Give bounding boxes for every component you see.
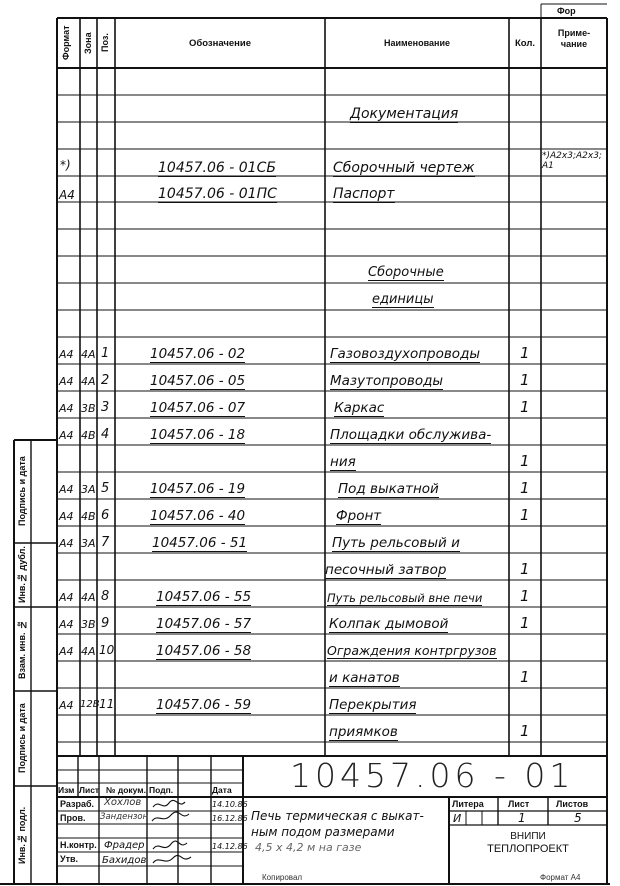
- format-corner-label: Фор: [557, 6, 576, 16]
- tb-checked-date: 16.12.86: [212, 814, 248, 823]
- section-documentation: Документация: [350, 106, 459, 122]
- row-designation: 10457.06 - 55: [156, 589, 252, 605]
- header-name: Наименование: [383, 38, 451, 48]
- row-qty: 1: [520, 614, 530, 632]
- row-name: Газовоздухопроводы: [330, 346, 481, 362]
- tb-signatures: [149, 797, 209, 869]
- tb-hdr-list: Лист: [79, 785, 100, 795]
- tb-approver-name: Бахидов: [102, 855, 147, 866]
- row-format: А4: [59, 699, 74, 712]
- row-designation: 10457.06 - 02: [150, 346, 246, 362]
- stamp-sign-date-2: Подпись и дата: [17, 703, 27, 774]
- tb-approved-label: Утв.: [60, 854, 79, 864]
- tb-litera-value: И: [453, 812, 462, 825]
- row-name: Колпак дымовой: [329, 616, 449, 632]
- doc-row-designation: 10457.06 - 01ПС: [158, 186, 277, 202]
- tb-sheets-label: Листов: [556, 799, 589, 809]
- row-qty: 1: [520, 506, 530, 524]
- tb-norm-control-date: 14.12.86: [212, 842, 248, 851]
- row-zone: 4А: [81, 645, 96, 658]
- header-format: Формат: [61, 25, 71, 61]
- row-format: А4: [59, 510, 74, 523]
- row-name: Площадки обслужива-: [330, 427, 492, 443]
- row-qty: 1: [520, 452, 530, 470]
- row-pos: 6: [101, 508, 110, 523]
- doc-row-format: А4: [59, 188, 75, 202]
- tb-sheets-value: 5: [574, 811, 582, 825]
- row-designation: 10457.06 - 18: [150, 427, 246, 443]
- row-format: А4: [59, 483, 74, 496]
- row-zone: 4В: [81, 429, 96, 442]
- row-pos: 10: [99, 643, 115, 657]
- stamp-inv-duplicate: Инв.№ дубл.: [17, 546, 27, 604]
- row-qty: 1: [520, 587, 530, 605]
- header-note: Приме- чание: [557, 28, 591, 49]
- tb-title-line-1: Печь термическая с выкат-: [251, 809, 424, 823]
- row-format: А4: [59, 618, 74, 631]
- stamp-replacement-inv: Взам. инв. №: [17, 619, 27, 679]
- header-zone: Зона: [83, 32, 93, 54]
- row-zone: 4А: [81, 591, 96, 604]
- stamp-sign-date: Подпись и дата: [17, 456, 27, 527]
- tb-sheet-value: 1: [518, 811, 526, 825]
- row-zone: 3В: [81, 402, 96, 415]
- tb-hdr-signature: Подп.: [149, 785, 174, 795]
- row-name: Путь рельсовый вне печи: [327, 591, 483, 605]
- row-designation: 10457.06 - 07: [150, 400, 246, 416]
- row-zone: 3В: [81, 618, 96, 631]
- row-name: Каркас: [334, 400, 385, 416]
- row-format: А4: [59, 591, 74, 604]
- stamp-inv-original: Инв.№ подл.: [17, 806, 27, 864]
- row-qty: 1: [520, 344, 530, 362]
- row-name: Путь рельсовый и: [332, 535, 460, 551]
- row-designation: 10457.06 - 59: [156, 697, 252, 713]
- tb-title-line-3: 4,5 х 4,2 м на газе: [255, 841, 362, 854]
- section-assembly-title: Сборочные: [368, 265, 444, 280]
- row-name: Перекрытия: [329, 697, 417, 713]
- tb-norm-control-label: Н.контр.: [60, 840, 97, 850]
- row-zone: 3А: [81, 483, 96, 496]
- row-qty: 1: [520, 722, 530, 740]
- row-name-continued: приямков: [329, 724, 398, 740]
- section-assembly-subtitle: единицы: [372, 292, 434, 307]
- tb-developed-label: Разраб.: [60, 799, 95, 809]
- row-qty: 1: [520, 398, 530, 416]
- row-designation: 10457.06 - 57: [156, 616, 252, 632]
- row-designation: 10457.06 - 19: [150, 481, 246, 497]
- row-pos: 4: [101, 427, 110, 442]
- doc-row-name: Сборочный чертеж: [333, 160, 475, 176]
- footer-copied: Копировал: [262, 873, 303, 882]
- doc-row-format: *): [60, 158, 71, 172]
- row-name: Фронт: [336, 508, 382, 524]
- tb-checker-name: Зандензон: [100, 812, 149, 822]
- row-zone: 4А: [81, 375, 96, 388]
- row-designation: 10457.06 - 51: [152, 535, 248, 551]
- tb-norm-controller-name: Фрадер: [104, 840, 145, 851]
- row-pos: 3: [101, 400, 110, 415]
- tb-hdr-doc-number: № докум.: [106, 785, 146, 795]
- row-pos: 5: [101, 481, 110, 496]
- row-pos: 2: [101, 373, 110, 388]
- row-name: Под выкатной: [338, 481, 439, 497]
- tb-litera-label: Литера: [452, 799, 484, 809]
- tb-developer-name: Хохлов: [104, 797, 142, 808]
- row-pos: 9: [101, 616, 110, 631]
- row-name-continued: ния: [330, 454, 356, 470]
- row-zone: 4В: [81, 510, 96, 523]
- tb-hdr-izm: Изм: [58, 785, 75, 795]
- row-format: А4: [59, 429, 74, 442]
- row-pos: 7: [101, 535, 110, 550]
- row-name-continued: песочный затвор: [325, 562, 447, 578]
- row-format: А4: [59, 537, 74, 550]
- tb-org-line-1: ВНИПИ: [510, 831, 546, 842]
- row-name-continued: и канатов: [329, 670, 400, 686]
- row-format: А4: [59, 402, 74, 415]
- tb-hdr-date: Дата: [212, 785, 232, 795]
- tb-org-line-2: ТЕПЛОПРОЕКТ: [487, 843, 569, 855]
- document-code: 10457.06 - 01: [290, 756, 575, 795]
- row-designation: 10457.06 - 05: [150, 373, 246, 389]
- row-format: А4: [59, 375, 74, 388]
- row-zone: 12В: [80, 699, 100, 710]
- header-pos: Поз.: [100, 33, 110, 53]
- row-pos: 1: [101, 346, 110, 361]
- header-qty: Кол.: [514, 38, 536, 49]
- header-designation: Обозначение: [188, 38, 252, 49]
- row-designation: 10457.06 - 40: [150, 508, 246, 524]
- doc-row-name: Паспорт: [333, 186, 395, 202]
- row-pos: 11: [99, 697, 115, 711]
- row-qty: 1: [520, 668, 530, 686]
- row-format: А4: [59, 645, 74, 658]
- footer-format: Формат А4: [540, 873, 581, 882]
- row-pos: 8: [101, 589, 110, 604]
- tb-title-line-2: ным подом размерами: [251, 825, 395, 839]
- row-format: А4: [59, 348, 74, 361]
- tb-checked-label: Пров.: [60, 813, 86, 823]
- row-zone: 3А: [81, 537, 96, 550]
- row-name: Мазутопроводы: [330, 373, 444, 389]
- doc-row-note: *)А2х3;А2х3; А1: [542, 151, 602, 171]
- tb-developed-date: 14.10.86: [212, 800, 248, 809]
- tb-sheet-label: Лист: [508, 799, 530, 809]
- doc-row-designation: 10457.06 - 01СБ: [158, 160, 276, 176]
- row-zone: 4А: [81, 348, 96, 361]
- row-qty: 1: [520, 479, 530, 497]
- row-name: Ограждения контргрузов: [327, 643, 497, 658]
- row-designation: 10457.06 - 58: [156, 643, 252, 659]
- row-qty: 1: [520, 371, 530, 389]
- row-qty: 1: [520, 560, 530, 578]
